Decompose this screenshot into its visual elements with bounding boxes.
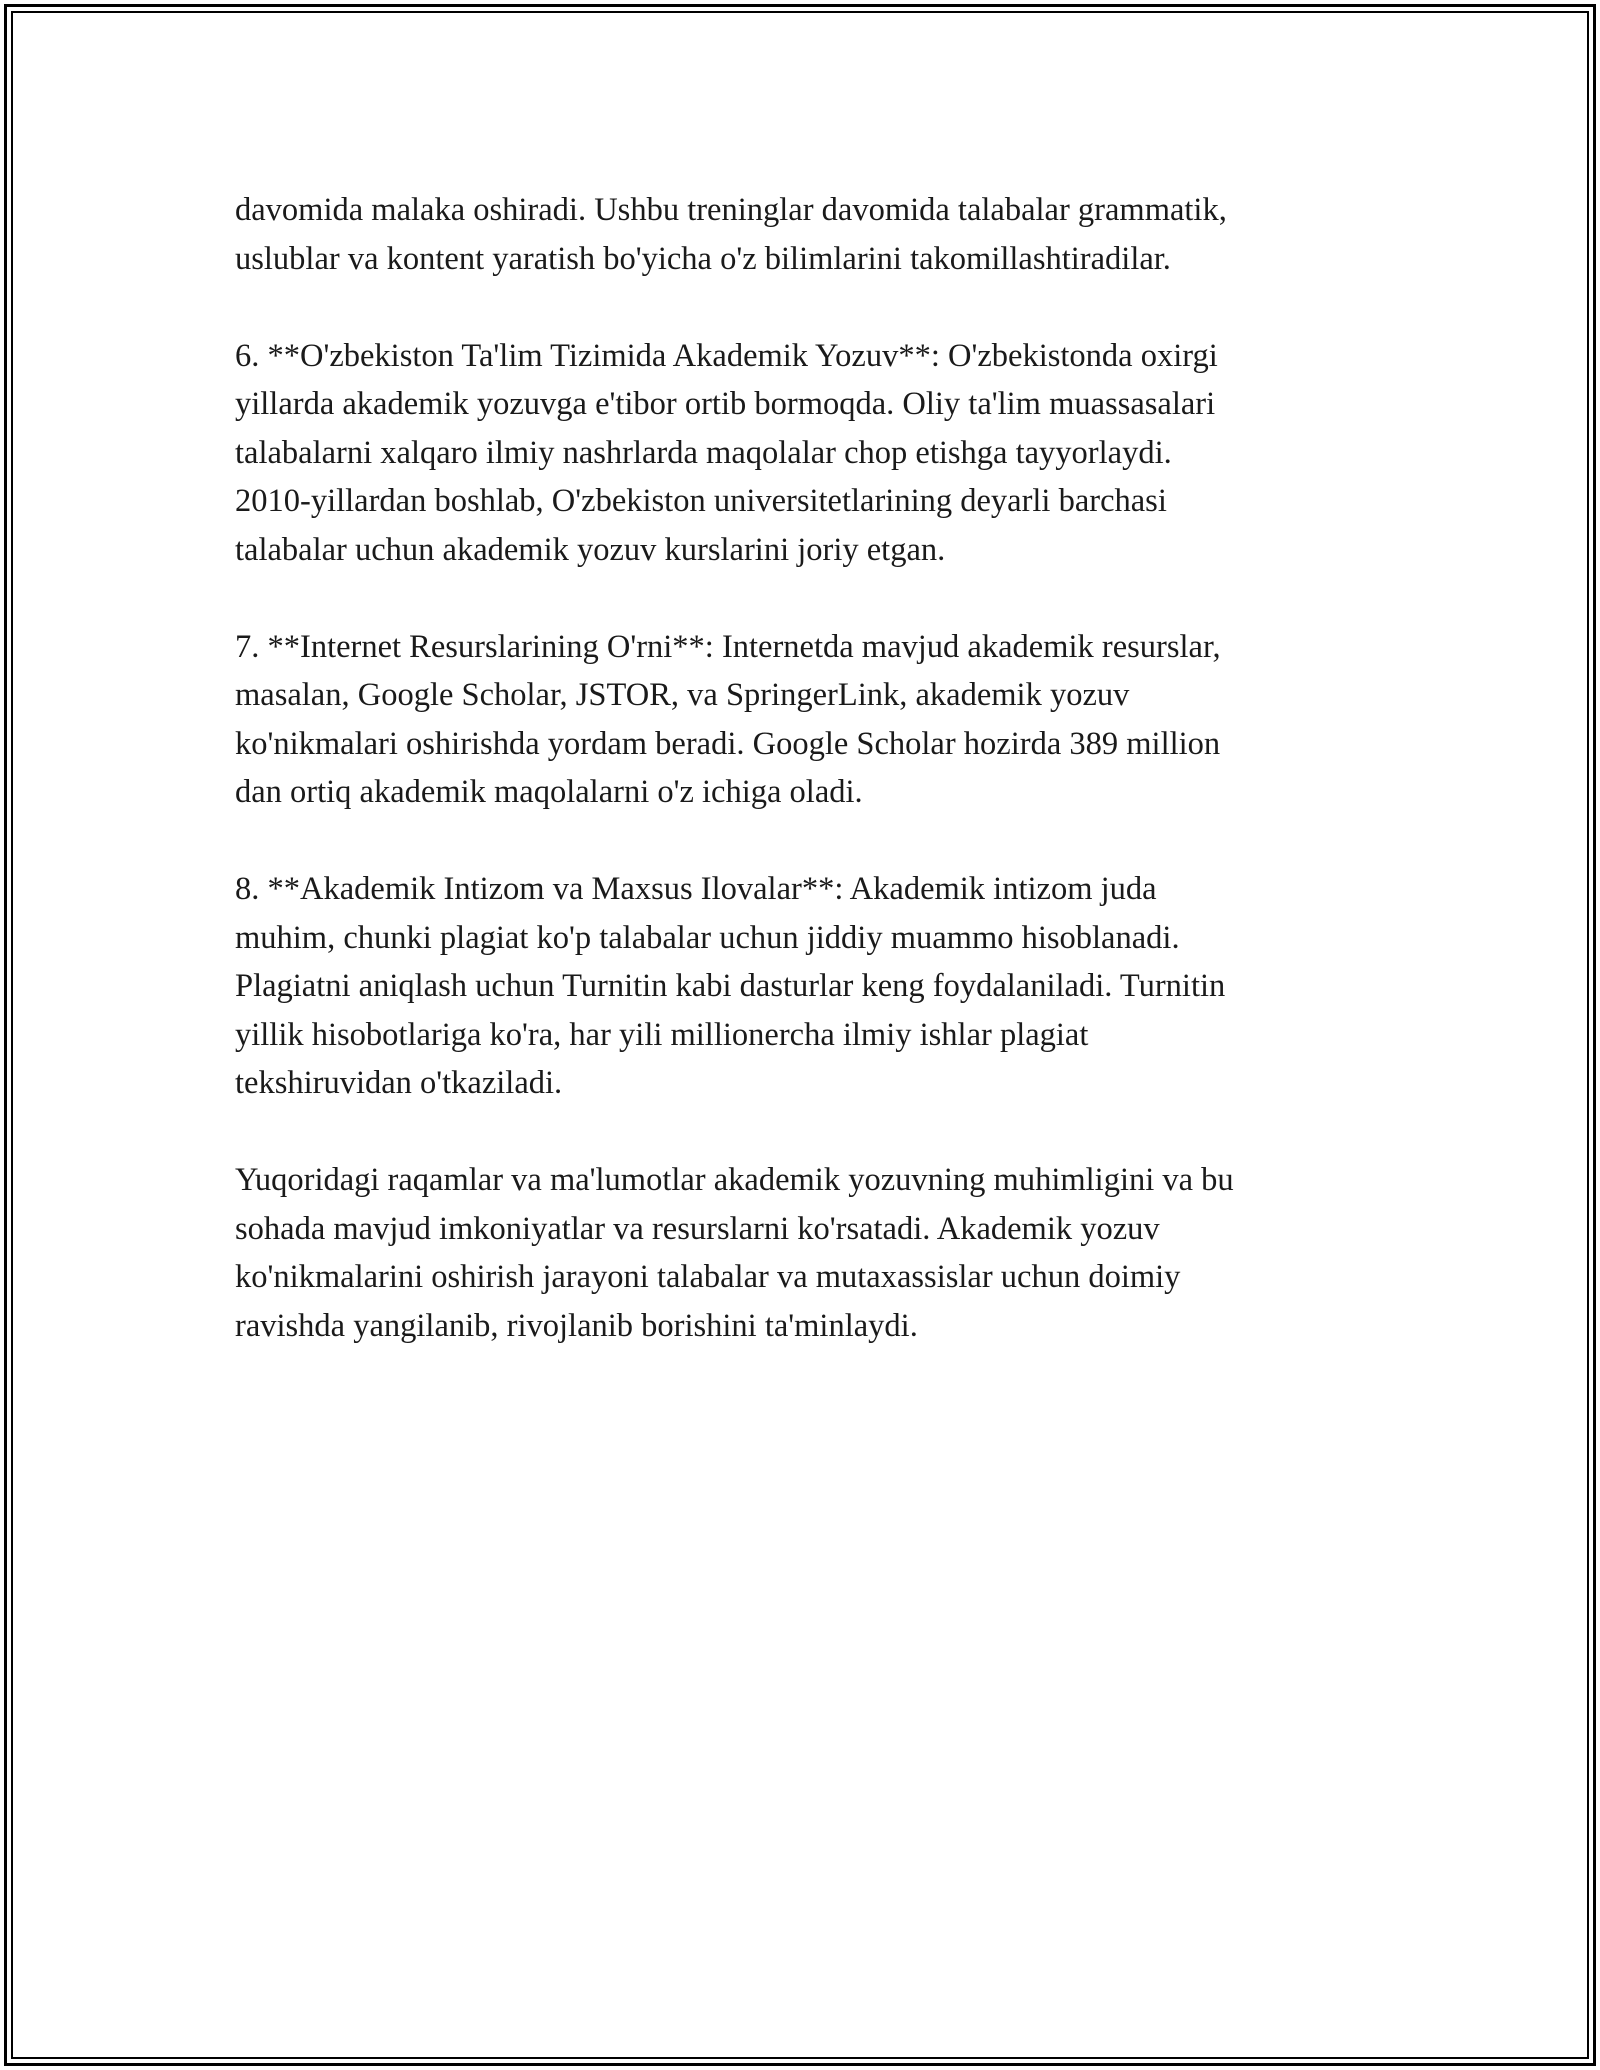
document-body (235, 186, 1375, 1399)
text-line: 7. **Internet Resurslarining O'rni**: Internetda mavjud akademik resurslar, (235, 628, 1221, 665)
text-line: yillarda akademik yozuvga e'tibor ortib bormoqda. Oliy ta'lim muassasalari (235, 386, 1216, 422)
paragraph-conclusion (235, 1156, 1375, 1350)
text-line: Yuqoridagi raqamlar va ma'lumotlar akademik yozuvning muhimligini va bu (235, 1162, 1234, 1198)
text-line: davomida malaka oshiradi. Ushbu treninglar davomida talabalar grammatik, (235, 192, 1227, 228)
text-line: muhim, chunki plagiat ko'p talabalar uchun jiddiy muammo hisoblanadi. (235, 919, 1180, 956)
text-line: ko'nikmalari oshirishda yordam beradi. Google Scholar hozirda 389 million (235, 725, 1221, 762)
text-line: sohada mavjud imkoniyatlar va resurslarni ko'rsatadi. Akademik yozuv (235, 1210, 1160, 1247)
text-line: 6. **O'zbekiston Ta'lim Tizimida Akademik Yozuv**: O'zbekistonda oxirgi (235, 337, 1218, 374)
text-line: talabalarni xalqaro ilmiy nashrlarda maqolalar chop etishga tayyorlaydi. (235, 434, 1172, 471)
paragraph-item-6 (235, 332, 1375, 575)
text-line: talabalar uchun akademik yozuv kurslarini joriy etgan. (235, 531, 946, 568)
text-line: 2010-yillardan boshlab, O'zbekiston universitetlarining deyarli barchasi (235, 483, 1167, 519)
text-line: yillik hisobotlariga ko'ra, har yili millionercha ilmiy ishlar plagiat (235, 1016, 1089, 1053)
text-line: uslublar va kontent yaratish bo'yicha o'z bilimlarini takomillashtiradilar. (235, 240, 1171, 277)
paragraph-item-8 (235, 865, 1375, 1108)
paragraph-item-7 (235, 623, 1375, 817)
text-line: ko'nikmalarini oshirish jarayoni talabalar va mutaxassislar uchun doimiy (235, 1259, 1181, 1295)
text-line: dan ortiq akademik maqolalarni o'z ichiga oladi. (235, 774, 863, 810)
text-line: 8. **Akademik Intizom va Maxsus Ilovalar**: Akademik intizom juda (235, 871, 1157, 907)
text-line: ravishda yangilanib, rivojlanib borishini ta'minlaydi. (235, 1307, 918, 1344)
text-line: masalan, Google Scholar, JSTOR, va SpringerLink, akademik yozuv (235, 677, 1130, 713)
paragraph-intro-continuation (235, 186, 1375, 283)
text-line: tekshiruvidan o'tkaziladi. (235, 1065, 563, 1101)
text-line: Plagiatni aniqlash uchun Turnitin kabi dasturlar keng foydalaniladi. Turnitin (235, 968, 1226, 1004)
